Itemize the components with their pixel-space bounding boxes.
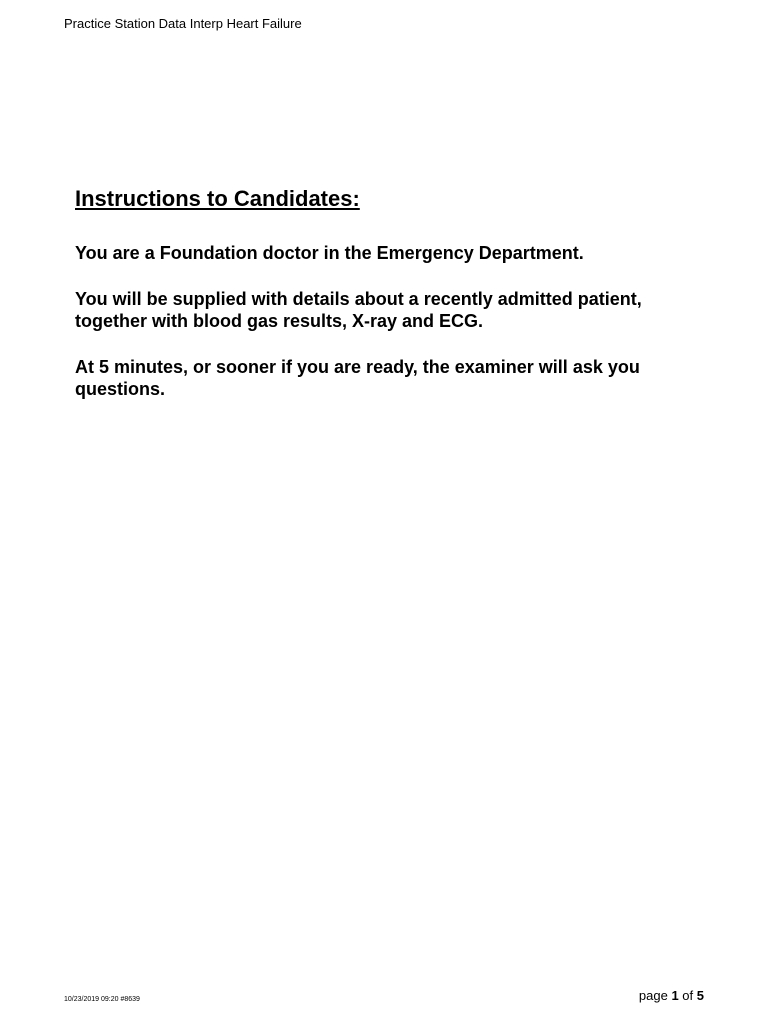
instruction-paragraph-2: You will be supplied with details about a recently admitted patient, together with blood gas results, X-ray and ECG. — [75, 289, 642, 331]
instructions-heading: Instructions to Candidates: — [75, 186, 360, 211]
document-header-title: Practice Station Data Interp Heart Failure — [64, 16, 302, 31]
page-total: 5 — [696, 988, 704, 1003]
footer-timestamp: 10/23/2019 09:20 #8639 — [64, 996, 140, 1003]
page-current: 1 — [671, 988, 679, 1003]
instruction-paragraph-3: At 5 minutes, or sooner if you are ready, the examiner will ask you questions. — [75, 357, 640, 399]
page-number — [639, 988, 704, 1004]
page-of-label: of — [682, 988, 694, 1003]
instruction-paragraph-1: You are a Foundation doctor in the Emergency Department. — [75, 243, 584, 263]
page-label: page — [638, 988, 668, 1003]
